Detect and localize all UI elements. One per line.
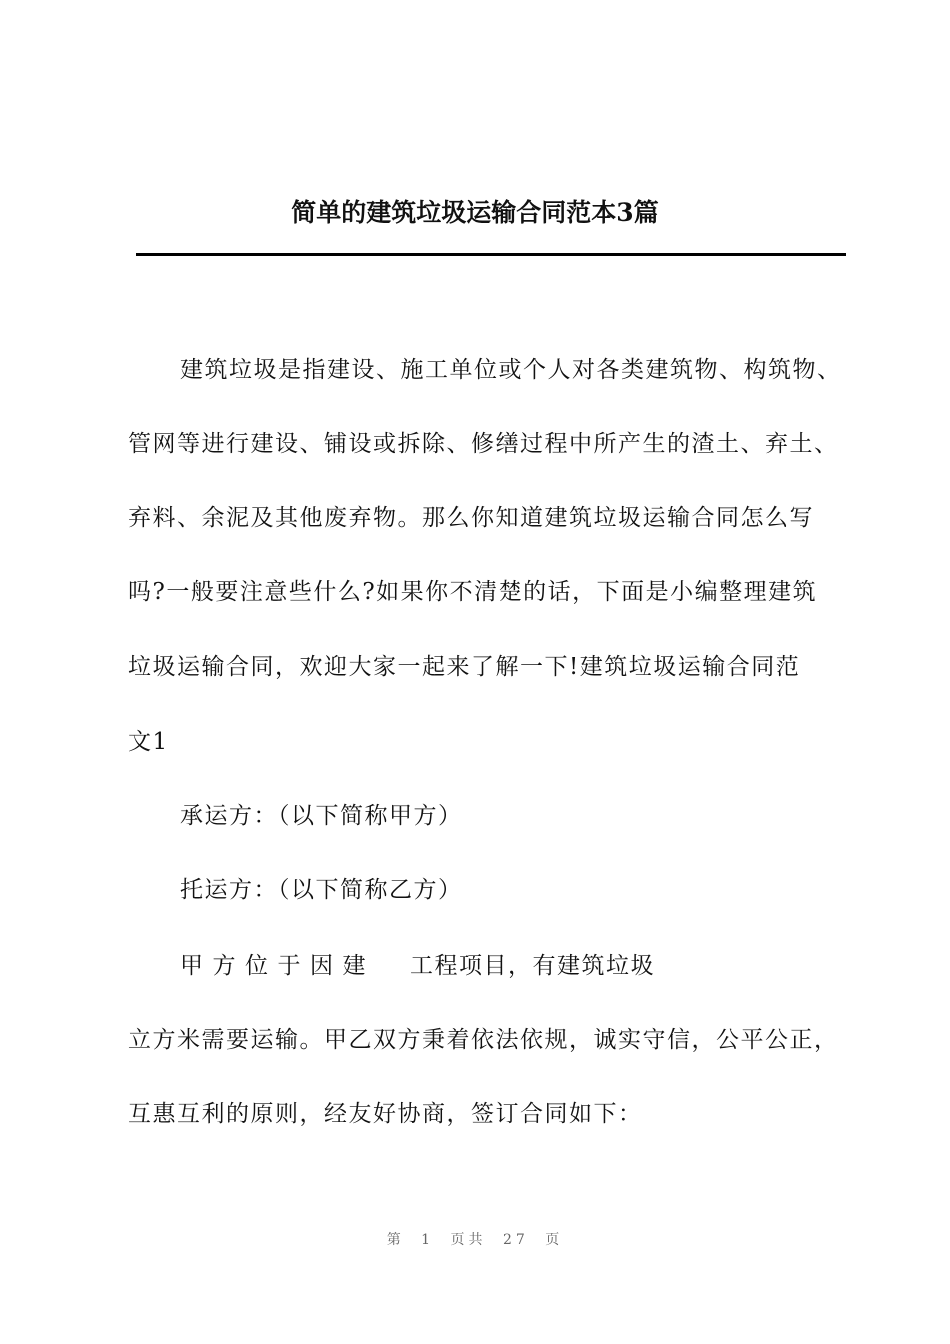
paragraph-1-line-5: 垃圾运输合同，欢迎大家一起来了解一下!建筑垃圾运输合同范 bbox=[128, 654, 801, 680]
paragraph-1-line-4: 吗?一般要注意些什么?如果你不清楚的话，下面是小编整理建筑 bbox=[128, 579, 818, 605]
paragraph-1-line-3: 弃料、余泥及其他废弃物。那么你知道建筑垃圾运输合同怎么写 bbox=[128, 505, 814, 531]
title-underline bbox=[136, 253, 846, 256]
shipper-line: 托运方：（以下简称乙方） bbox=[180, 877, 463, 903]
project-line-part-a: 甲方位于因建 bbox=[180, 953, 375, 979]
paragraph-1-line-1: 建筑垃圾是指建设、施工单位或个人对各类建筑物、构筑物、 bbox=[180, 357, 842, 383]
page-number-footer: 第 1 页共 27 页 bbox=[386, 1232, 564, 1248]
document-title: 简单的建筑垃圾运输合同范本3篇 bbox=[291, 198, 659, 227]
paragraph-1-line-2: 管网等进行建设、铺设或拆除、修缮过程中所产生的渣土、弃土、 bbox=[128, 431, 839, 457]
project-line-part-b: 工程项目，有建筑垃圾 bbox=[410, 953, 655, 979]
carrier-line: 承运方：（以下简称甲方） bbox=[180, 803, 463, 829]
paragraph-2-line-2: 互惠互利的原则，经友好协商，签订合同如下： bbox=[128, 1101, 643, 1127]
paragraph-1-line-6: 文1 bbox=[128, 729, 169, 755]
paragraph-2-line-1: 立方米需要运输。甲乙双方秉着依法依规，诚实守信，公平公正， bbox=[128, 1027, 839, 1053]
